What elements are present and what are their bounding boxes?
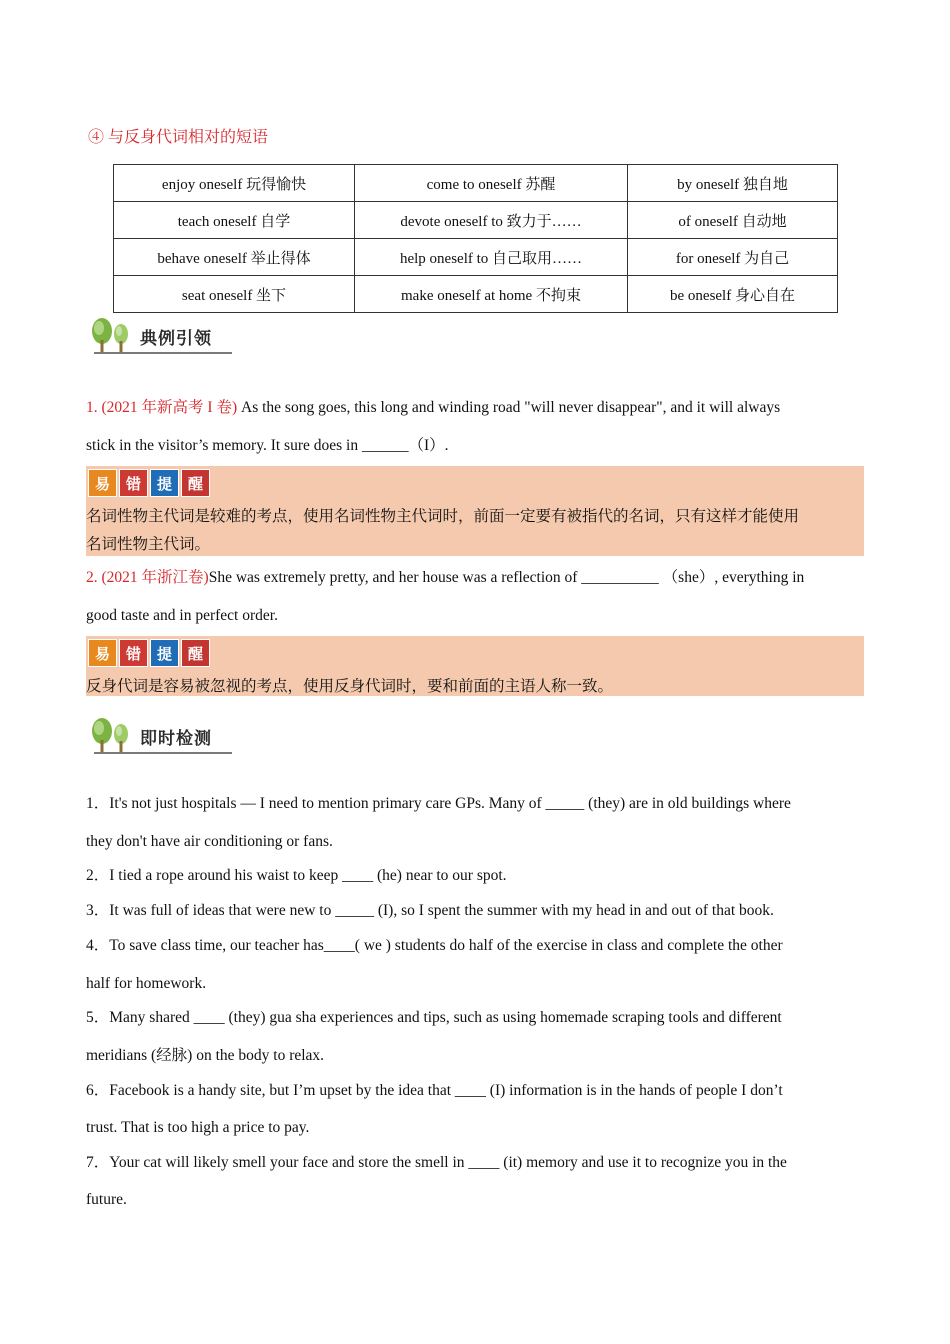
example-1: [86, 398, 780, 418]
section-title: 即时检测: [140, 729, 212, 749]
example-text: stick in the visitor’s memory. It sure does in ______（I）.: [86, 437, 449, 454]
exercise-line: trust. That is too high a price to pay.: [86, 1119, 310, 1136]
exercise-line: they don't have air conditioning or fans.: [86, 833, 333, 850]
table-cell: by oneself 独自地: [628, 165, 838, 202]
warning-text: 反身代词是容易被忽视的考点，使用反身代词时，要和前面的主语人称一致。: [86, 678, 614, 695]
badge: 醒: [181, 639, 210, 667]
example-text: good taste and in perfect order.: [86, 607, 278, 624]
exercise-line: 6．Facebook is a handy site, but I’m upset by the idea that ____ (I) information is in the hands of people I don’t: [86, 1082, 783, 1099]
exercise-line: future.: [86, 1191, 127, 1208]
exercise-line: 3．It was full of ideas that were new to _____ (I), so I spent the summer with my head in and out of that book.: [86, 902, 774, 919]
table-cell: come to oneself 苏醒: [355, 165, 628, 202]
example-source: 2. (2021 年浙江卷): [86, 569, 209, 586]
warning-text: 名词性物主代词。: [86, 536, 211, 553]
exercise-line: 1．It's not just hospitals — I need to mention primary care GPs. Many of _____ (they) are in old buildings where: [86, 795, 791, 812]
exercise-line: meridians (经脉) on the body to relax.: [86, 1047, 325, 1064]
exercise-line: 2．I tied a rope around his waist to keep ____ (he) near to our spot.: [86, 867, 507, 884]
badge: 易: [88, 639, 117, 667]
table-row: [114, 165, 838, 202]
badge: 错: [119, 639, 148, 667]
badge: 提: [150, 469, 179, 497]
table-cell: for oneself 为自己: [628, 239, 838, 276]
table-row: [114, 276, 838, 313]
section-header-examples: [88, 314, 238, 356]
example-text: As the song goes, this long and winding road "will never disappear", and it will always: [237, 399, 781, 416]
exercise-line: half for homework.: [86, 975, 207, 992]
warning-badges: [88, 639, 210, 667]
badge: 醒: [181, 469, 210, 497]
table-cell: seat oneself 坐下: [114, 276, 355, 313]
table-cell: be oneself 身心自在: [628, 276, 838, 313]
tree-icon: [88, 716, 140, 754]
table-cell: of oneself 自动地: [628, 202, 838, 239]
badge: 提: [150, 639, 179, 667]
section-heading: ④ 与反身代词相对的短语: [88, 129, 269, 146]
exercise-line: 5．Many shared ____ (they) gua sha experiences and tips, such as using homemade scraping tools and different: [86, 1009, 782, 1026]
table-row: [114, 202, 838, 239]
warning-badges: [88, 469, 210, 497]
warning-box: [86, 636, 864, 696]
phrase-table: [113, 164, 838, 313]
warning-text: 名词性物主代词是较难的考点，使用名词性物主代词时，前面一定要有被指代的名词，只有这样才能使用: [86, 508, 800, 525]
section-title: 典例引领: [140, 329, 212, 349]
example-2: [86, 568, 804, 588]
section-header-test: [88, 714, 238, 756]
exercise-line: 4．To save class time, our teacher has____( we ) students do half of the exercise in class and complete the other: [86, 937, 783, 954]
section-underline: [94, 352, 232, 354]
table-cell: devote oneself to 致力于……: [355, 202, 628, 239]
tree-icon: [88, 316, 140, 354]
table-cell: make oneself at home 不拘束: [355, 276, 628, 313]
table-cell: help oneself to 自己取用……: [355, 239, 628, 276]
badge: 错: [119, 469, 148, 497]
section-underline: [94, 752, 232, 754]
warning-box: [86, 466, 864, 556]
table-cell: teach oneself 自学: [114, 202, 355, 239]
example-source: 1. (2021 年新高考 I 卷): [86, 399, 238, 416]
exercise-line: 7．Your cat will likely smell your face and store the smell in ____ (it) memory and use it to recognize you in the: [86, 1154, 787, 1171]
example-text: She was extremely pretty, and her house was a reflection of __________ （she）, everything in: [208, 569, 805, 586]
table-cell: enjoy oneself 玩得愉快: [114, 165, 355, 202]
badge: 易: [88, 469, 117, 497]
table-row: [114, 239, 838, 276]
table-cell: behave oneself 举止得体: [114, 239, 355, 276]
